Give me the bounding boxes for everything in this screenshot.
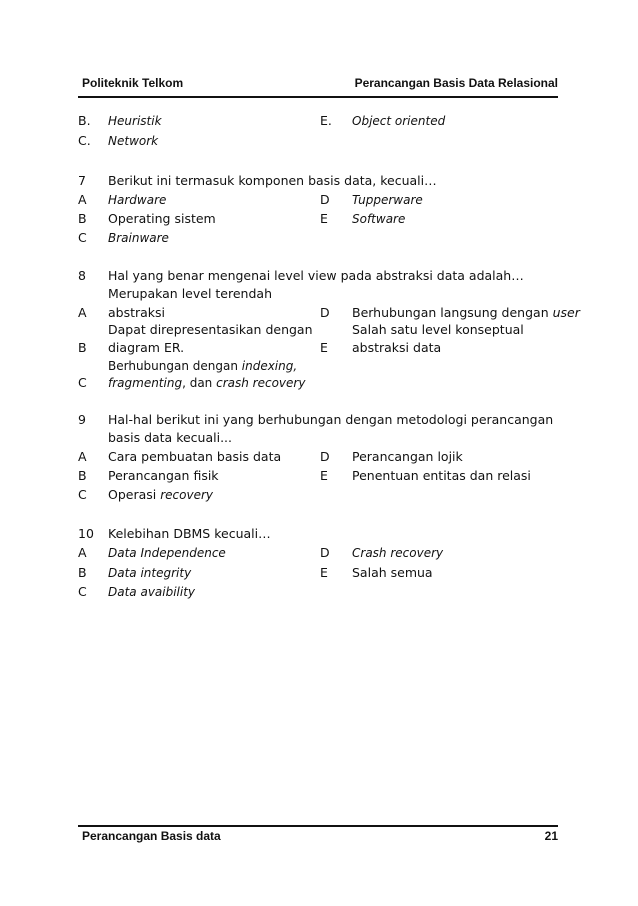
option-text-part: user [552,305,580,320]
option-letter: A [78,192,87,207]
option-text [108,358,297,374]
option-text [108,487,213,503]
header-rule [78,96,558,98]
option-letter: C. [78,133,91,148]
option-letter: D [320,305,330,320]
option-letter: E [320,468,328,483]
option-letter: C [78,487,87,502]
option-letter: D [320,545,330,560]
option-letter: D [320,192,330,207]
option-text: Salah semua [352,565,433,580]
option-letter: B [78,565,87,580]
footer-left: Perancangan Basis data [82,829,221,843]
option-text: abstraksi data [352,340,442,355]
option-text: Object oriented [352,114,446,128]
option-text-part: Berhubungan langsung dengan [352,305,553,320]
option-text: Data integrity [108,566,192,580]
option-letter: B [78,211,87,226]
question-text: Hal yang benar mengenai level view pada abstraksi data adalah… [108,268,524,283]
option-text: Perancangan lojik [352,449,463,464]
page-header [82,76,558,92]
option-letter: C [78,230,87,245]
header-left: Politeknik Telkom [82,76,184,90]
page-footer [82,829,558,845]
option-text: Cara pembuatan basis data [108,449,282,464]
question-text: Kelebihan DBMS kecuali… [108,526,271,541]
option-letter: E [320,211,328,226]
option-text: Software [352,212,406,226]
question-number: 8 [78,268,86,283]
option-text: Network [108,134,159,148]
option-text [352,305,580,321]
question-text: Hal-hal berikut ini yang berhubungan dengan metodologi perancangan [108,412,554,427]
option-text: Tupperware [352,193,423,207]
option-text: Dapat direpresentasikan dengan [108,322,313,337]
option-letter: E [320,340,328,355]
option-letter: A [78,449,87,464]
option-letter: B. [78,113,91,128]
option-text-part: , dan [182,376,217,390]
option-text-part: Berhubungan dengan [108,359,242,373]
option-text-part: Operasi [108,487,161,502]
question-text: basis data kecuali... [108,430,232,445]
option-text: Merupakan level terendah [108,286,272,301]
option-text: abstraksi [108,305,166,320]
question-text: Berikut ini termasuk komponen basis data, kecuali… [108,173,437,188]
option-text: Salah satu level konseptual [352,322,524,337]
option-text: Data avaibility [108,585,196,599]
option-letter: C [78,375,87,390]
option-text: Operating sistem [108,211,216,226]
option-text: Perancangan fisik [108,468,219,483]
option-letter: B [78,468,87,483]
option-text: Brainware [108,231,169,245]
option-text: Data Independence [108,546,226,560]
option-letter: A [78,305,87,320]
footer-rule [78,825,558,827]
question-number: 9 [78,412,86,427]
option-letter: E. [320,113,332,128]
option-letter: D [320,449,330,464]
option-text-part: recovery [160,488,214,502]
option-text-part: crash recovery [216,376,306,390]
option-text: Hardware [108,193,167,207]
option-text: Heuristik [108,114,162,128]
header-right: Perancangan Basis Data Relasional [354,76,558,90]
option-text-part: fragmenting [108,376,183,390]
option-letter: E [320,565,328,580]
question-number: 10 [78,526,94,541]
option-text: diagram ER. [108,340,185,355]
question-number: 7 [78,173,86,188]
option-text: Crash recovery [352,546,444,560]
option-text-part: indexing, [241,359,298,373]
page-number: 21 [544,829,558,843]
option-text: Penentuan entitas dan relasi [352,468,531,483]
option-letter: B [78,340,87,355]
option-letter: A [78,545,87,560]
option-text [108,375,305,391]
option-letter: C [78,584,87,599]
